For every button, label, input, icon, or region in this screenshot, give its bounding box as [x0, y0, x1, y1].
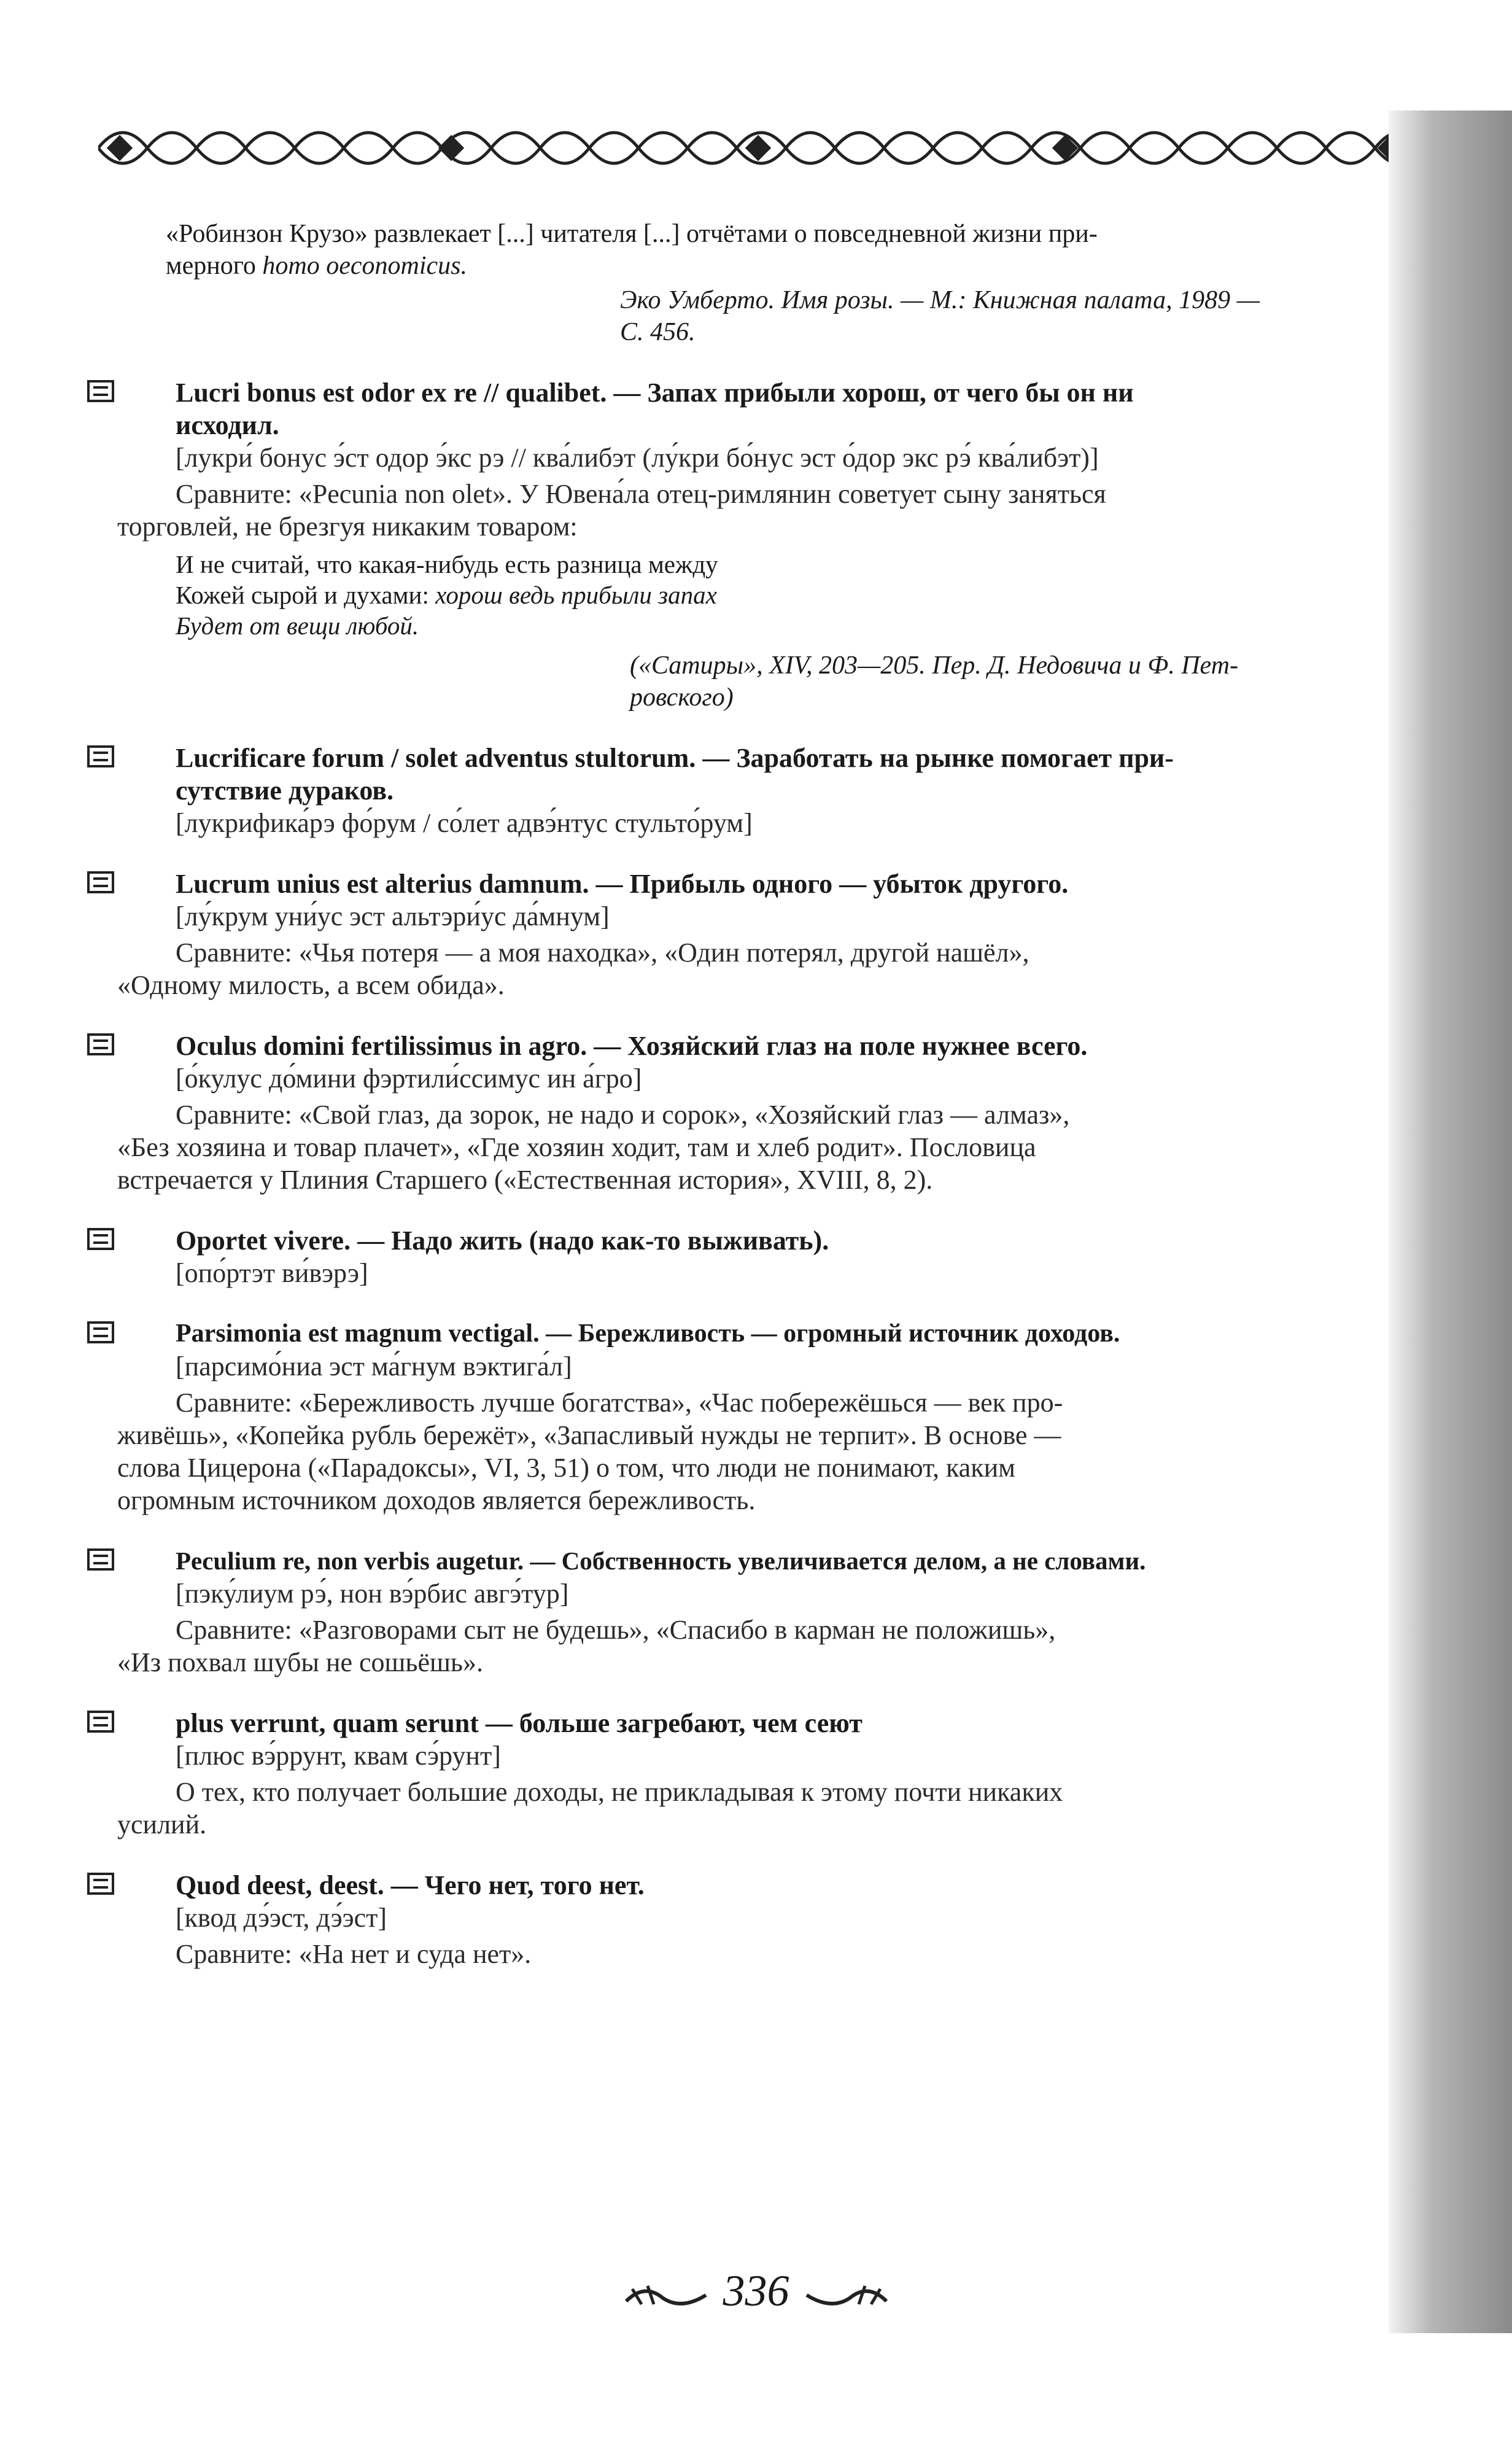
entry-comment: Сравните: «На нет и суда нет».: [176, 1939, 532, 1969]
entry-comment: «Из похвал шубы не сошьёшь».: [117, 1647, 483, 1677]
proverb-entry: [117, 376, 1403, 713]
entry-transcription: [пэку́лиум рэ́, нон вэ́рбис авгэ́тур]: [176, 1579, 569, 1609]
entry-comment: Сравните: «Разговорами сыт не будешь», «Спасибо в карман не положишь»,: [176, 1615, 1056, 1645]
entry-bullet-icon: [87, 1711, 114, 1733]
entry-verse: [176, 549, 1403, 641]
intro-source-line: Эко Умберто. Имя розы. — М.: Книжная палата, 1989 —: [620, 286, 1260, 314]
entry-bullet-icon: [87, 1321, 114, 1343]
entry-transcription: [о́кулус до́мини фэртили́ссимус ин а́гро]: [176, 1063, 642, 1094]
entry-bullet-icon: [87, 1228, 114, 1250]
entry-bullet-icon: [87, 1548, 114, 1571]
entry-comment: Сравните: «Pecunia non olet». У Ювена́ла отец-римлянин советует сыну заняться: [176, 479, 1106, 509]
entry-comment: усилий.: [117, 1809, 207, 1839]
entry-comment: «Без хозяина и товар плачет», «Где хозяин ходит, там и хлеб родит». Пословица: [117, 1132, 1036, 1162]
entry-comment: Сравните: «Бережливость лучше богатства», «Час побережёшься — век про-: [176, 1388, 1063, 1418]
entry-transcription: [опо́ртэт ви́вэрэ]: [176, 1258, 368, 1288]
page-edge-shadow: [1389, 111, 1512, 2333]
verse-source-line: ровского): [630, 683, 734, 712]
page-body: [117, 218, 1403, 1970]
entry-headline: Lucrum unius est alterius damnum. — Прибыль одного — убыток другого.: [176, 869, 1069, 899]
entry-headline: Peculium re, non verbis augetur. — Собственность увеличивается делом, а не словами.: [176, 1547, 1146, 1575]
verse-line: Кожей сырой и духами: хорош ведь прибыли запах: [176, 581, 717, 609]
verse-line: Будет от вещи любой.: [176, 612, 419, 640]
entry-comment: Сравните: «Чья потеря — а моя находка», «Один потерял, другой нашёл»,: [176, 938, 1029, 968]
entry-bullet-icon: [87, 745, 114, 767]
entry-headline: Oportet vivere. — Надо жить (надо как-то выживать).: [176, 1226, 829, 1256]
proverb-entry: [166, 742, 1403, 839]
entry-transcription: [квод дэ́эст, дэ́эст]: [176, 1903, 387, 1933]
entry-comment: огромным источником доходов является бережливость.: [117, 1485, 756, 1515]
intro-source: [620, 284, 1403, 348]
proverb-entry: [166, 1224, 1403, 1289]
entry-comment: торговлей, не брезгуя никаким товаром:: [117, 511, 578, 542]
entry-headline: Parsimonia est magnum vectigal. — Бережливость — огромный источник доходов.: [176, 1319, 1120, 1348]
page-number: 336: [723, 2266, 789, 2315]
entry-headline: Oculus domini fertilissimus in agro. — Хозяйский глаз на поле нужнее всего.: [176, 1031, 1088, 1061]
entry-bullet-icon: [87, 871, 114, 893]
proverb-entry: [117, 1707, 1403, 1841]
intro-quote-line: мерного: [166, 252, 263, 280]
intro-source-line: С. 456.: [620, 318, 696, 346]
proverb-entry: [117, 1030, 1403, 1196]
entry-bullet-icon: [87, 1873, 114, 1895]
intro-quote: [166, 218, 1403, 282]
left-flourish-icon: [620, 2277, 712, 2313]
entry-transcription: [плюс вэ́ррунт, квам сэ́рунт]: [176, 1741, 501, 1771]
intro-quote-line: «Робинзон Крузо» развлекает [...] читателя [...] отчётами о повседневной жизни при-: [166, 220, 1098, 248]
proverb-entry: [117, 1318, 1403, 1517]
entry-headline: Quod deest, deest. — Чего нет, того нет.: [176, 1870, 645, 1900]
verse-source-line: («Сатиры», XIV, 203—205. Пер. Д. Недовича и Ф. Пет-: [630, 651, 1238, 680]
entry-comment: «Одному милость, а всем обида».: [117, 970, 505, 1000]
entry-comment: О тех, кто получает большие доходы, не прикладывая к этому почти никаких: [176, 1777, 1063, 1807]
entry-comment: живёшь», «Копейка рубль бережёт», «Запасливый нужды не терпит». В основе —: [117, 1420, 1061, 1450]
entry-bullet-icon: [87, 1033, 114, 1055]
entry-comment: встречается у Плиния Старшего («Естественная история», XVIII, 8, 2).: [117, 1165, 933, 1195]
intro-quote-italic: homo oeconomicus.: [262, 252, 467, 280]
entry-transcription: [лукри́ бонус э́ст одор э́кс рэ // ква́либэт (лу́кри бо́нус эст о́дор экс рэ́ ква́либэт)]: [176, 443, 1099, 473]
header-ornament: [98, 114, 1418, 182]
entry-transcription: [парсимо́ниа эст ма́гнум вэктига́л]: [176, 1351, 572, 1381]
entry-transcription: [лукрифика́рэ фо́рум / со́лет адвэ́нтус стульто́рум]: [176, 808, 753, 838]
entry-comment: Сравните: «Свой глаз, да зорок, не надо и сорок», «Хозяйский глаз — алмаз»,: [176, 1100, 1070, 1130]
entry-transcription: [лу́крум уни́ус эст альтэри́ус да́мнум]: [176, 901, 610, 931]
verse-source: [630, 650, 1403, 713]
page-number-footer: [0, 2266, 1512, 2317]
verse-line: И не считай, что какая-нибудь есть разница между: [176, 550, 718, 578]
proverb-entry: [117, 868, 1403, 1001]
proverb-entry: [166, 1869, 1403, 1970]
entry-bullet-icon: [87, 380, 114, 402]
proverb-entry: [117, 1545, 1403, 1679]
entry-headline: Lucrificare forum / solet adventus stultorum. — Заработать на рынке помогает при- сутствие дураков.: [176, 743, 1174, 806]
entry-headline: plus verrunt, quam serunt — больше загребают, чем сеют: [176, 1708, 863, 1738]
entry-comment: слова Цицерона («Парадоксы», VI, 3, 51) о том, что люди не понимают, каким: [117, 1453, 1015, 1483]
right-flourish-icon: [801, 2277, 893, 2313]
entry-headline: Lucri bonus est odor ex re // qualibet. — Запах прибыли хорош, от чего бы он ни исходил.: [176, 378, 1134, 440]
